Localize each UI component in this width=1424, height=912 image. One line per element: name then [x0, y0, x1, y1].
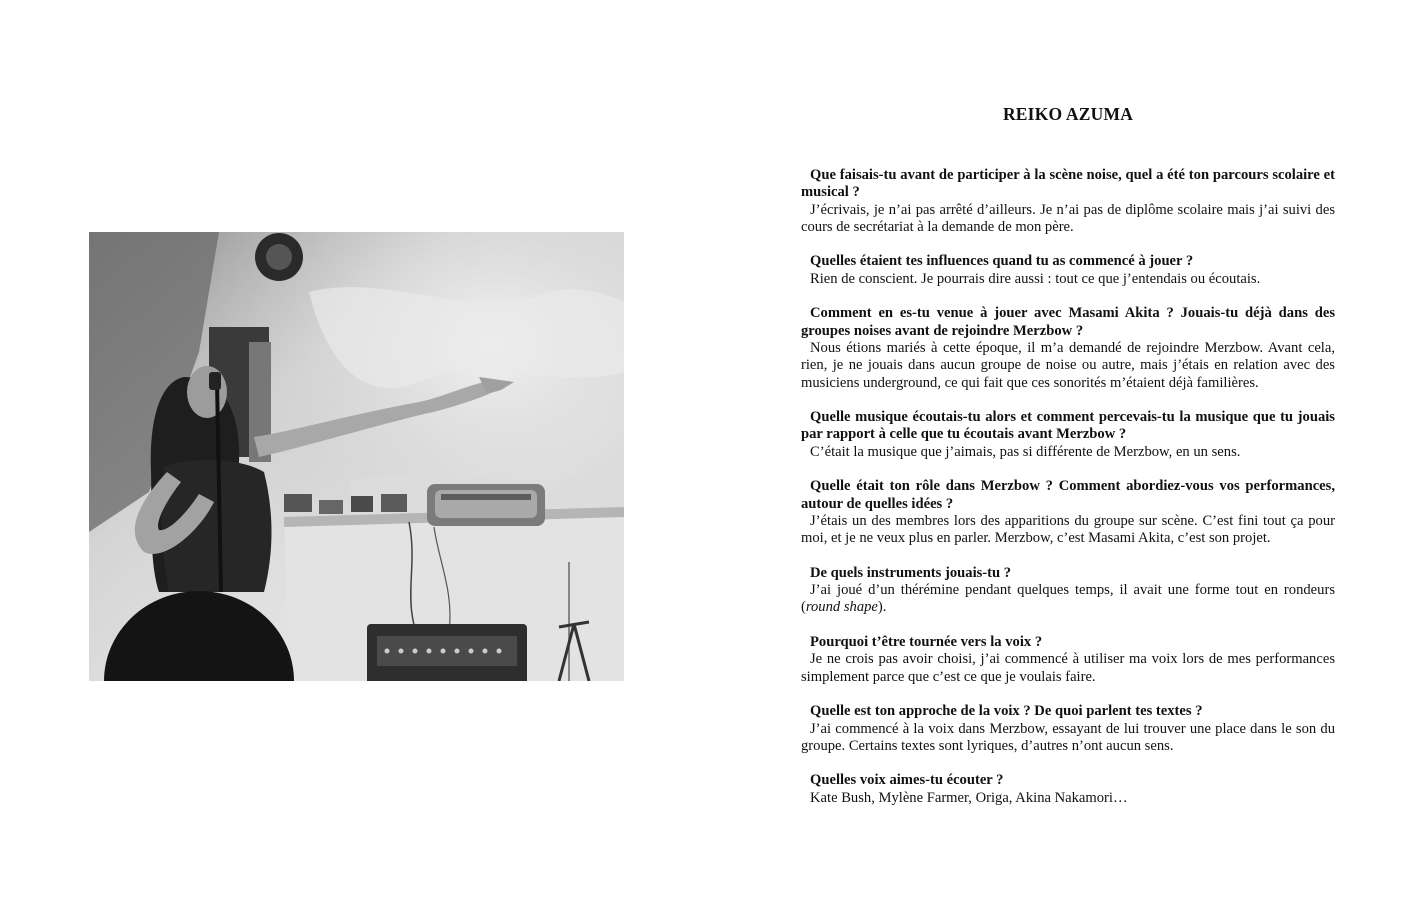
- question: Quelle musique écoutais-tu alors et comment percevais-tu la musique que tu jouais par rapport à celle que tu écoutais avant Merzbow ?: [801, 409, 1335, 443]
- answer: [801, 582, 1335, 617]
- answer: Nous étions mariés à cette époque, il m’a demandé de rejoindre Merzbow. Avant cela, rien, je ne jouais dans aucun groupe de noise ou autre, mais j’étais en relation avec des musiciens underground, ce qui fait que ces sonorités m’étaient déjà familières.: [801, 339, 1335, 391]
- question: Quelles voix aimes-tu écouter ?: [810, 772, 1004, 789]
- question: Quelle est ton approche de la voix ? De quoi parlent tes textes ?: [810, 703, 1203, 720]
- qa-item: [801, 409, 1335, 461]
- qa-item: [801, 253, 1335, 288]
- answer: Je ne crois pas avoir choisi, j’ai commencé à utiliser ma voix lors de mes performances simplement parce que c’est ce que je voulais faire.: [801, 651, 1335, 685]
- qa-item: [801, 772, 1335, 807]
- answer: Kate Bush, Mylène Farmer, Origa, Akina Nakamori…: [810, 789, 1128, 806]
- question: Quelle était ton rôle dans Merzbow ? Comment abordiez-vous vos performances, autour de quelles idées ?: [801, 478, 1335, 512]
- concert-photo: [89, 232, 624, 681]
- answer: J’ai commencé à la voix dans Merzbow, essayant de lui trouver une place dans le son du groupe. Certains textes sont lyriques, d’autres n’ont aucun sens.: [801, 720, 1335, 754]
- answer: J’étais un des membres lors des apparitions du groupe sur scène. C’est fini tout ça pour moi, et je ne veux plus en parler. Merzbow, c’est Masami Akita, c’est son projet.: [801, 512, 1335, 547]
- qa-item: [801, 478, 1335, 547]
- answer: C’était la musique que j’aimais, pas si différente de Merzbow, en un sens.: [810, 443, 1241, 460]
- answer-text: J’ai joué d’un thérémine pendant quelques temps, il avait une forme tout en rondeurs (: [801, 582, 1335, 616]
- answer: J’écrivais, je n’ai pas arrêté d’ailleurs. Je n’ai pas de diplôme scolaire mais j’ai suivi des cours de secrétariat à la demande de mon père.: [801, 201, 1335, 235]
- concert-photo-singer-icon: [89, 232, 624, 681]
- answer: Rien de conscient. Je pourrais dire aussi : tout ce que j’entendais ou écoutais.: [810, 270, 1261, 287]
- question: Quelles étaient tes influences quand tu as commencé à jouer ?: [810, 253, 1194, 270]
- question: Que faisais-tu avant de participer à la scène noise, quel a été ton parcours scolaire et musical ?: [801, 167, 1335, 201]
- question: Pourquoi t’être tournée vers la voix ?: [810, 634, 1043, 651]
- answer-italic: round shape: [805, 599, 878, 616]
- qa-item: [801, 167, 1335, 236]
- qa-item: [801, 305, 1335, 391]
- qa-item: [801, 703, 1335, 755]
- answer-text-end: ).: [877, 599, 887, 616]
- question: De quels instruments jouais-tu ?: [810, 564, 1012, 581]
- qa-item: [801, 634, 1335, 686]
- qa-item: [801, 565, 1335, 617]
- question: Comment en es-tu venue à jouer avec Masami Akita ? Jouais-tu déjà dans des groupes noises avant de rejoindre Merzbow ?: [801, 305, 1335, 339]
- article-title: REIKO AZUMA: [1002, 104, 1134, 124]
- interview-article: [801, 103, 1335, 824]
